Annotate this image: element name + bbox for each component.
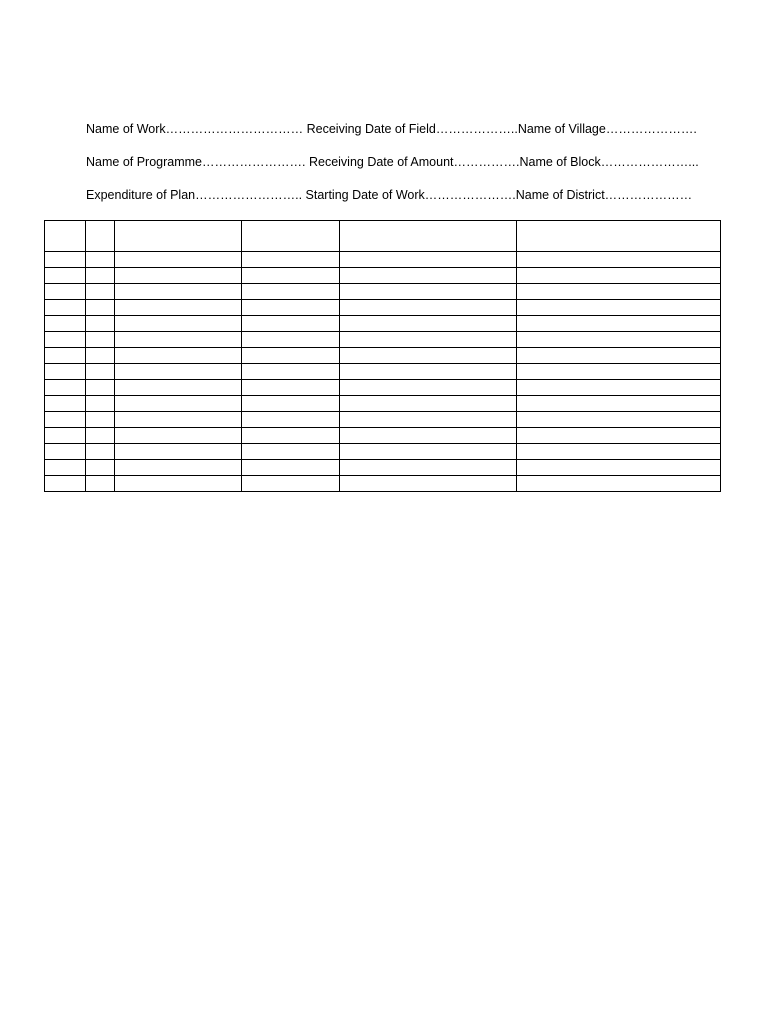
table-row xyxy=(45,332,721,348)
table-cell xyxy=(45,412,86,428)
table-row xyxy=(45,364,721,380)
table-cell xyxy=(517,348,721,364)
table-cell xyxy=(115,476,242,492)
form-line-3 xyxy=(86,188,692,202)
table-cell xyxy=(242,428,340,444)
table-cell xyxy=(517,316,721,332)
table-cell xyxy=(340,332,517,348)
table-cell xyxy=(115,364,242,380)
table-cell xyxy=(86,316,115,332)
table-cell xyxy=(242,460,340,476)
table-cell xyxy=(517,364,721,380)
table-cell xyxy=(242,444,340,460)
table-cell xyxy=(115,396,242,412)
form-line-1 xyxy=(86,122,697,136)
table-header-cell xyxy=(517,221,721,252)
table-cell xyxy=(45,428,86,444)
name-of-block-field: Name of Block…………………... xyxy=(519,155,699,169)
table-cell xyxy=(340,348,517,364)
table-cell xyxy=(115,348,242,364)
table-cell xyxy=(517,476,721,492)
table-cell xyxy=(242,380,340,396)
table-cell xyxy=(45,364,86,380)
table-cell xyxy=(242,332,340,348)
table-cell xyxy=(115,412,242,428)
table-cell xyxy=(242,268,340,284)
name-of-village-field: Name of Village…………………. xyxy=(517,122,697,136)
form-line-2 xyxy=(86,155,699,169)
table-cell xyxy=(242,316,340,332)
table-cell xyxy=(86,300,115,316)
table-cell xyxy=(340,300,517,316)
table-cell xyxy=(45,300,86,316)
table-cell xyxy=(242,412,340,428)
table-cell xyxy=(86,332,115,348)
receiving-date-of-amount-field: Receiving Date of Amount……………. xyxy=(308,155,520,169)
table-cell xyxy=(517,332,721,348)
table-row xyxy=(45,348,721,364)
table-cell xyxy=(86,476,115,492)
table-cell xyxy=(115,380,242,396)
table-cell xyxy=(517,300,721,316)
table-cell xyxy=(45,332,86,348)
table-cell xyxy=(340,428,517,444)
table-cell xyxy=(340,380,517,396)
name-of-programme-field: Name of Programme……………………. xyxy=(86,155,309,169)
table-cell xyxy=(45,252,86,268)
table-cell xyxy=(340,252,517,268)
table-cell xyxy=(45,444,86,460)
table-cell xyxy=(242,476,340,492)
table-cell xyxy=(86,348,115,364)
table-row xyxy=(45,460,721,476)
receiving-date-of-field-field: Receiving Date of Field……………….. xyxy=(306,122,518,136)
table-cell xyxy=(86,268,115,284)
table-row xyxy=(45,300,721,316)
table-header-cell xyxy=(242,221,340,252)
table-cell xyxy=(45,348,86,364)
table-cell xyxy=(86,284,115,300)
table-header-cell xyxy=(45,221,86,252)
table-cell xyxy=(115,300,242,316)
table-cell xyxy=(517,444,721,460)
register-table-body xyxy=(45,221,721,492)
table-cell xyxy=(86,428,115,444)
table-cell xyxy=(340,444,517,460)
table-cell xyxy=(242,364,340,380)
table-cell xyxy=(115,428,242,444)
table-cell xyxy=(45,460,86,476)
table-cell xyxy=(86,252,115,268)
table-cell xyxy=(86,460,115,476)
table-row xyxy=(45,316,721,332)
table-cell xyxy=(242,396,340,412)
table-cell xyxy=(86,380,115,396)
table-row xyxy=(45,380,721,396)
table-cell xyxy=(340,476,517,492)
table-cell xyxy=(115,252,242,268)
table-row xyxy=(45,396,721,412)
table-row xyxy=(45,444,721,460)
table-row xyxy=(45,252,721,268)
table-cell xyxy=(45,396,86,412)
table-cell xyxy=(242,252,340,268)
table-cell xyxy=(115,444,242,460)
table-header-cell xyxy=(86,221,115,252)
table-cell xyxy=(115,460,242,476)
table-cell xyxy=(242,300,340,316)
table-cell xyxy=(517,252,721,268)
table-cell xyxy=(340,396,517,412)
table-cell xyxy=(45,284,86,300)
starting-date-of-work-field: Starting Date of Work…………………. xyxy=(305,188,516,202)
table-cell xyxy=(340,316,517,332)
table-cell xyxy=(340,412,517,428)
table-cell xyxy=(86,396,115,412)
expenditure-of-plan-field: Expenditure of Plan…………………….. xyxy=(86,188,306,202)
table-row xyxy=(45,412,721,428)
table-cell xyxy=(45,316,86,332)
table-cell xyxy=(115,316,242,332)
table-cell xyxy=(340,460,517,476)
table-cell xyxy=(517,396,721,412)
table-cell xyxy=(517,460,721,476)
table-cell xyxy=(242,284,340,300)
name-of-district-field: Name of District………………… xyxy=(515,188,693,202)
table-row xyxy=(45,428,721,444)
table-cell xyxy=(340,364,517,380)
table-cell xyxy=(242,348,340,364)
register-table xyxy=(44,220,721,492)
table-cell xyxy=(45,380,86,396)
table-cell xyxy=(517,284,721,300)
table-header-cell xyxy=(340,221,517,252)
table-cell xyxy=(86,412,115,428)
table-header-row xyxy=(45,221,721,252)
table-cell xyxy=(86,444,115,460)
table-row xyxy=(45,268,721,284)
table-cell xyxy=(340,268,517,284)
table-cell xyxy=(45,476,86,492)
table-row xyxy=(45,476,721,492)
table-cell xyxy=(517,428,721,444)
table-cell xyxy=(517,380,721,396)
table-cell xyxy=(115,268,242,284)
table-cell xyxy=(115,332,242,348)
table-cell xyxy=(115,284,242,300)
table-cell xyxy=(86,364,115,380)
table-cell xyxy=(517,412,721,428)
table-cell xyxy=(340,284,517,300)
table-cell xyxy=(45,268,86,284)
table-cell xyxy=(517,268,721,284)
table-row xyxy=(45,284,721,300)
name-of-work-field: Name of Work…………………………… xyxy=(86,122,307,136)
table-header-cell xyxy=(115,221,242,252)
